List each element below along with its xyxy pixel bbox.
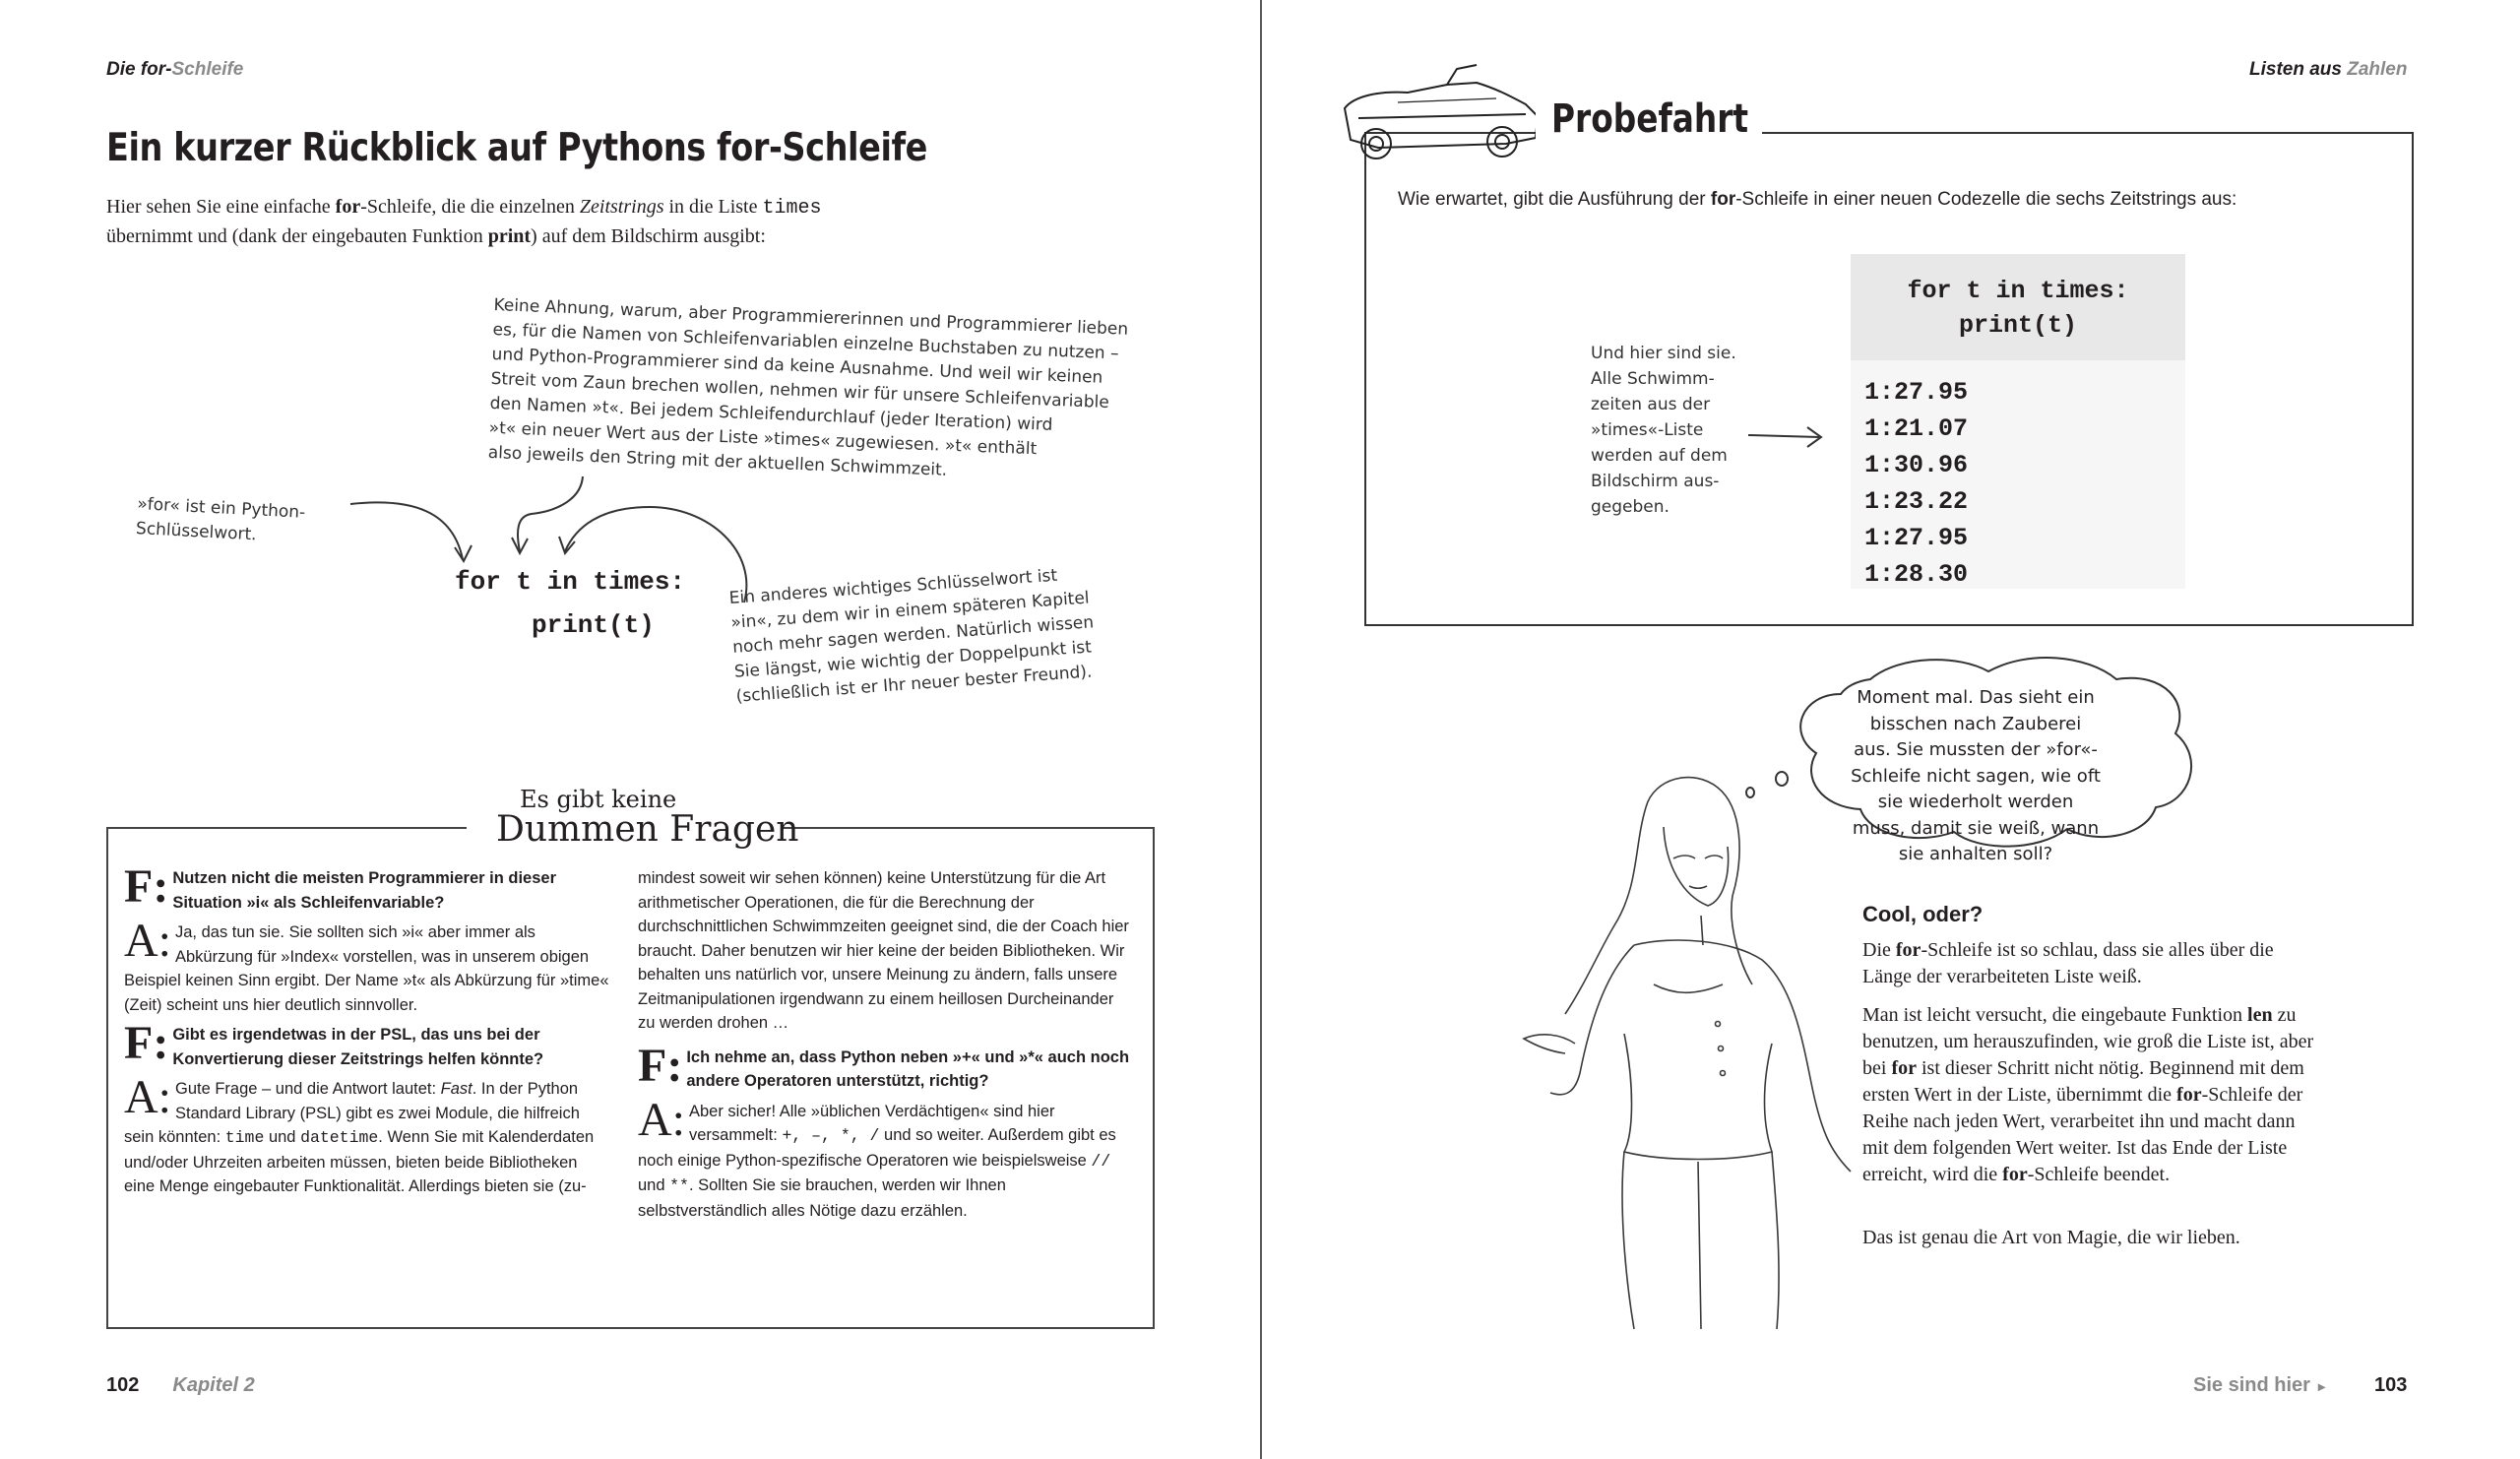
output-line: 1:30.96 [1864, 451, 1969, 479]
code-line-print: print(t) [532, 610, 655, 640]
code-line-for: for t in times: [455, 567, 686, 597]
cool-heading: Cool, oder? [1862, 902, 1984, 926]
page-number-right: 103 [2373, 1374, 2408, 1396]
output-line: 1:21.07 [1864, 414, 1969, 443]
qa-answer-3: A: Aber sicher! Alle »üblichen Verdächtigen« sind hier versammelt: +, –, *, / und so weiter. Außerdem gibt es noch einige Python-spezifische Operatoren wie beispielsweise // und **. Sollten Sie sie brauchen, werden wir Ihnen selbstverständlich alles Nötige dazu erzählen. [638, 1093, 1116, 1220]
footer-right [2193, 1374, 2407, 1397]
output-line: 1:23.22 [1864, 487, 1969, 516]
qa-question-2: F: Gibt es irgendetwas in der PSL, das uns bei der Konvertierung dieser Zeitstrings helfen könnte? [124, 1017, 544, 1069]
triangle-right-icon: ▸ [2317, 1378, 2325, 1394]
output-line: 1:28.30 [1864, 560, 1969, 589]
you-are-here-link[interactable]: Sie sind hier [2193, 1374, 2310, 1396]
qa-question-1: F: Nutzen nicht die meisten Programmierer in dieser Situation »i« als Schleifenvariable? [124, 860, 557, 913]
annotation-output: Und hier sind sie. Alle Schwimm- zeiten aus der »times«-Liste werden auf dem Bildschirm aus- gegeben. [1591, 344, 1736, 517]
chapter-label: Kapitel 2 [172, 1374, 255, 1396]
qa-title-big: Dummen Fragen [496, 809, 799, 850]
qa-answer-2-continued: mindest soweit wir sehen können) keine Unterstützung für die Art arithmetischer Operationen, die für die Berechnung der durchschnittlichen Schwimmzeiten geeignet sind, die der Coach hier braucht. Daher benutzen wir hier keine der beiden Bibliotheken. Wir behalten uns natürlich vor, unsere Meinung zu ändern, falls unsere Zeitmanipulationen irgendwann zu einem heillosen Durcheinander zu werden drohen … [638, 869, 1129, 1032]
cool-paragraph-2: Man ist leicht versucht, die eingebaute Funktion len zu benutzen, um herauszufinden, wie groß die Liste ist, aber bei for ist dieser Schritt nicht nötig. Beginnend mit dem ersten Wert in der Liste, übernimmt die for-Schleife der Reihe nach jeden Wert, verarbeitet ihn und macht dann mit dem folgenden Wert weiter. Ist das Ende der Liste erreicht, wird die for-Schleife beendet. [1862, 1004, 2314, 1185]
cool-paragraph-1: Die for-Schleife ist so schlau, dass sie alles über die Länge der verarbeiteten Liste weiß. [1862, 939, 2274, 987]
code-cell-line-1: for t in times: [1907, 277, 2129, 305]
test-drive-title: Probefahrt [1551, 96, 1749, 142]
annotation-in-keyword: Ein anderes wichtiges Schlüsselwort ist »in«, zu dem wir in einem späteren Kapitel noch mehr sagen werden. Natürlich wissen Sie längst, wie wichtig der Doppelpunkt ist (schließlich ist er Ihr neuer bester Freund). [728, 565, 1095, 707]
running-head-right: Listen aus Zahlen [2249, 59, 2408, 80]
qa-answer-1: A: Ja, das tun sie. Sie sollten sich »i« aber immer als Abkürzung für »Index« vorstellen, was in unserem obigen Beispiel keinen Sinn ergibt. Der Name »t« als Abkürzung für »time« (Zeit) scheint uns hier deutlich sinnvoller. [124, 915, 609, 1014]
woman-illustration [1524, 778, 1851, 1329]
page-number-left: 102 [106, 1374, 140, 1396]
running-head-left: Die for-Schleife [106, 59, 244, 80]
qa-answer-2: A: Gute Frage – und die Antwort lautet: Fast. In der Python Standard Library (PSL) gibt es zwei Module, die hilfreich sein könnten: time und datetime. Wenn Sie mit Kalenderdaten und/oder Uhrzeiten arbeiten müssen, bieten beide Bibliotheken eine Menge eingebauter Funktionalität. Allerdings bieten sie (zu- [124, 1071, 595, 1195]
qa-question-3: F: Ich nehme an, dass Python neben »+« und »*« auch noch andere Operatoren unterstützt, richtig? [638, 1039, 1130, 1092]
output-line: 1:27.95 [1864, 378, 1969, 407]
cool-paragraph-3: Das ist genau die Art von Magie, die wir lieben. [1862, 1227, 2240, 1248]
arrow-output [1748, 435, 1819, 437]
annotation-for-keyword: »for« ist ein Python- Schlüsselwort. [135, 493, 306, 545]
test-drive-intro: Wie erwartet, gibt die Ausführung der for-Schleife in einer neuen Codezelle die sechs Zeitstrings aus: [1398, 189, 2237, 210]
qa-title-small: Es gibt keine [520, 786, 677, 813]
output-line: 1:27.95 [1864, 524, 1969, 552]
code-cell-line-2: print(t) [1958, 311, 2078, 340]
annotation-loop-variable: Keine Ahnung, warum, aber Programmiererinnen und Programmierer lieben es, für die Namen von Schleifenvariablen einzelne Buchstaben zu nutzen – und Python-Programmierer sind da keine Ausnahme. Und weil wir keinen Streit vom Zaun brechen wollen, nehmen wir für unsere Schleifenvariable den Namen »t«. Bei jedem Schleifendurchlauf (jeder Iteration) wird »t« ein neuer Wert aus der Liste »times« zugewiesen. »t« enthält also jeweils den String mit der aktuellen Schwimmzeit. [487, 294, 1129, 480]
page-heading: Ein kurzer Rückblick auf Pythons for-Schleife [106, 126, 927, 170]
intro-paragraph: Hier sehen Sie eine einfache for-Schleife, die die einzelnen Zeitstrings in die Liste times übernimmt und (dank der eingebauten Funktion print) auf dem Bildschirm ausgibt: [106, 196, 822, 247]
thought-bubble-text: Moment mal. Das sieht ein bisschen nach Zauberei aus. Sie mussten der »for«-Schleife nicht sagen, wie oft sie wiederholt werden muss, damit sie weiß, wann sie anhalten soll? [1851, 687, 2101, 864]
